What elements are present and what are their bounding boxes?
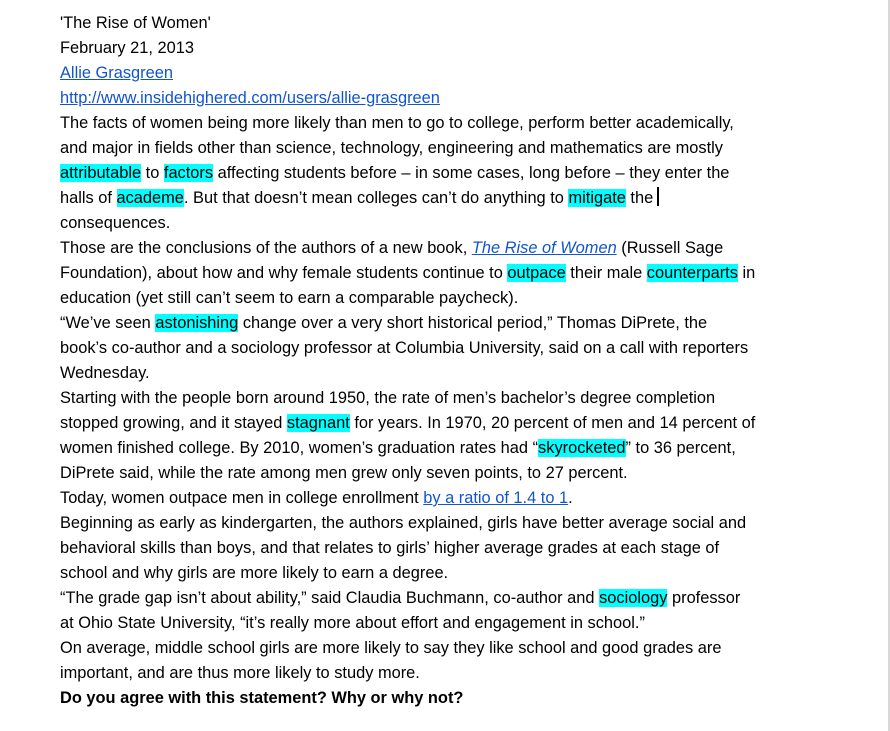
text-run: “The grade gap isn’t about ability,” said Claudia Buchmann, co-author and	[60, 589, 600, 607]
text-run: Foundation), about how and why female students continue to	[60, 264, 508, 282]
paragraph-line	[60, 586, 850, 611]
paragraph-line: Beginning as early as kindergarten, the authors explained, girls have better average social and	[60, 514, 747, 532]
paragraph-line: On average, middle school girls are more likely to say they like school and good grades are	[60, 639, 722, 657]
text-run: “We’ve seen	[60, 314, 156, 332]
paragraph-line	[60, 236, 850, 261]
paragraph-line	[60, 486, 850, 511]
paragraph-line	[60, 261, 850, 286]
highlighted-word: academe	[116, 189, 184, 207]
highlighted-word: skyrocketed	[538, 439, 626, 457]
paragraph-line: and major in fields other than science, technology, engineering and mathematics are mostly	[60, 139, 723, 157]
text-run: the	[625, 189, 654, 207]
paragraph-line: school and why girls are more likely to earn a degree.	[60, 564, 449, 582]
text-run: ” to 36 percent,	[625, 439, 736, 457]
text-run: professor	[667, 589, 741, 607]
highlighted-word: outpace	[507, 264, 566, 282]
ratio-link[interactable]: by a ratio of 1.4 to 1	[423, 489, 569, 507]
text-run: Those are the conclusions of the authors of a new book,	[60, 239, 472, 257]
text-run: halls of	[60, 189, 117, 207]
article-title: 'The Rise of Women'	[60, 14, 211, 32]
paragraph-line: book’s co-author and a sociology professor at Columbia University, said on a call with reporters	[60, 339, 749, 357]
highlighted-word: astonishing	[155, 314, 239, 332]
highlighted-word: attributable	[60, 164, 142, 182]
paragraph-line: The facts of women being more likely than men to go to college, perform better academically,	[60, 114, 734, 132]
text-run: Today, women outpace men in college enrollment	[60, 489, 424, 507]
paragraph-line	[60, 161, 850, 186]
paragraph-line	[60, 311, 850, 336]
text-run: women finished college. By 2010, women’s graduation rates had “	[60, 439, 539, 457]
text-cursor	[657, 187, 659, 206]
paragraph-line	[60, 186, 850, 211]
highlighted-word: factors	[163, 164, 214, 182]
text-run: change over a very short historical period,” Thomas DiPrete, the	[238, 314, 708, 332]
paragraph-line: behavioral skills than boys, and that relates to girls’ higher average grades at each stage of	[60, 539, 720, 557]
paragraph-line: consequences.	[60, 214, 171, 232]
text-run: affecting students before – in some cases, long before – they enter the	[213, 164, 730, 182]
text-run: (Russell Sage	[616, 239, 724, 257]
book-title-link[interactable]: The Rise of Women	[471, 239, 617, 257]
document-body[interactable]	[60, 11, 850, 711]
paragraph-line: important, and are thus more likely to study more.	[60, 664, 420, 682]
paragraph-line: at Ohio State University, “it’s really more about effort and engagement in school.”	[60, 614, 645, 632]
text-run: stopped growing, and it stayed	[60, 414, 287, 432]
highlighted-word: stagnant	[286, 414, 350, 432]
text-run: to	[141, 164, 164, 182]
paragraph-line: education (yet still can’t seem to earn a comparable paycheck).	[60, 289, 519, 307]
paragraph-line: Wednesday.	[60, 364, 150, 382]
paragraph-line	[60, 411, 850, 436]
discussion-question: Do you agree with this statement? Why or why not?	[60, 689, 464, 707]
text-run: their male	[565, 264, 647, 282]
source-url-link[interactable]: http://www.insidehighered.com/users/allie-grasgreen	[60, 89, 440, 107]
text-run: for years. In 1970, 20 percent of men and 14 percent of	[349, 414, 756, 432]
text-run: in	[737, 264, 756, 282]
paragraph-line: DiPrete said, while the rate among men grew only seven points, to 27 percent.	[60, 464, 628, 482]
paragraph-line: Starting with the people born around 1950, the rate of men’s bachelor’s degree completion	[60, 389, 716, 407]
text-run: . But that doesn’t mean colleges can’t do anything to	[183, 189, 569, 207]
highlighted-word: mitigate	[568, 189, 626, 207]
paragraph-line	[60, 436, 850, 461]
article-date: February 21, 2013	[60, 39, 194, 57]
highlighted-word: counterparts	[646, 264, 738, 282]
text-run: .	[568, 489, 573, 507]
author-link[interactable]: Allie Grasgreen	[60, 64, 173, 82]
highlighted-word: sociology	[599, 589, 668, 607]
